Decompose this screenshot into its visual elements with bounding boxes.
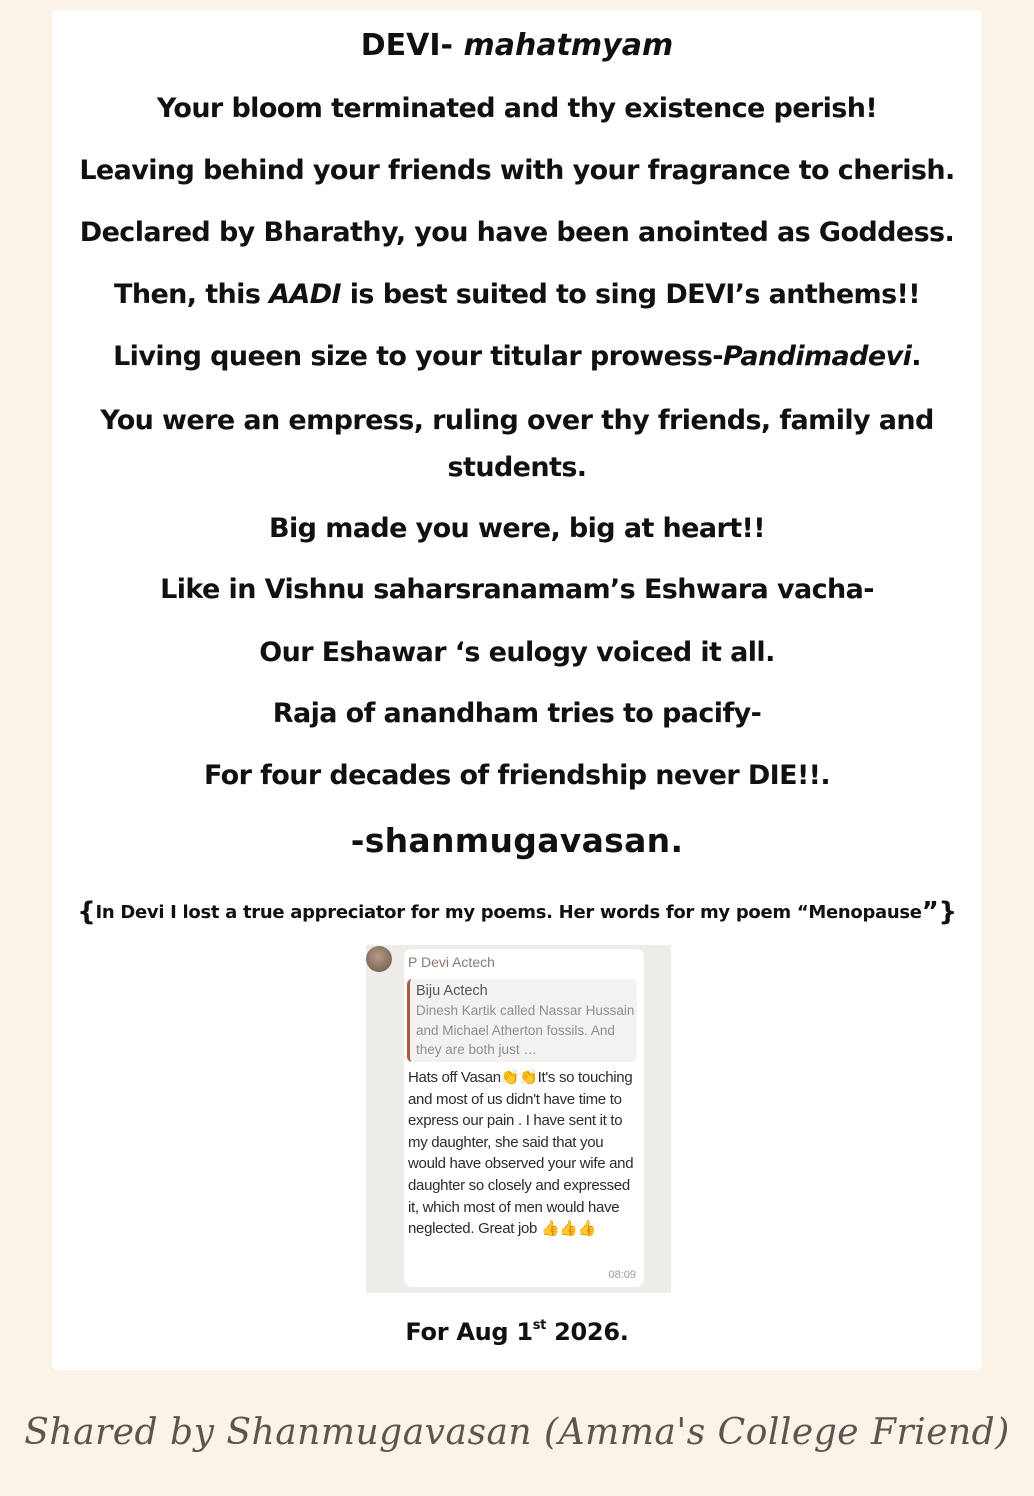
quoted-author: Biju Actech bbox=[416, 983, 488, 999]
clapping-hands-icon: 👏👏 bbox=[500, 1069, 538, 1086]
poem-signature: -shanmugavasan. bbox=[350, 821, 684, 860]
quoted-text: Dinesh Kartik called Nassar Hussain and Michael Atherton fossils. And they are both just … bbox=[416, 1003, 635, 1057]
poem-title bbox=[52, 28, 982, 63]
note-close: ”} bbox=[921, 897, 957, 927]
poem-note bbox=[52, 895, 982, 925]
chat-screenshot bbox=[366, 945, 671, 1293]
poem-line-8: Like in Vishnu saharsranamam’s Eshwara vacha- bbox=[160, 574, 874, 605]
title-prefix: DEVI- bbox=[360, 28, 464, 63]
note-text: In Devi I lost a true appreciator for my poems. Her words for my poem “Menopause bbox=[95, 902, 922, 923]
poem-line-1: Your bloom terminated and thy existence perish! bbox=[156, 93, 878, 124]
line4-start: Then, this bbox=[114, 279, 270, 310]
line5-end: . bbox=[911, 341, 921, 372]
title-italic: mahatmyam bbox=[463, 28, 674, 63]
shared-by-caption: Shared by Shanmugavasan (Amma's College Friend) bbox=[24, 1412, 1010, 1453]
date-year: 2026. bbox=[546, 1318, 629, 1346]
note-open-brace: { bbox=[77, 897, 96, 927]
poem-line-6: You were an empress, ruling over thy friends, family and students. bbox=[100, 405, 934, 483]
line5-italic: Pandimadevi bbox=[722, 341, 912, 372]
thumbs-up-icon: 👍👍👍 bbox=[540, 1220, 597, 1238]
line4-end: is best suited to sing DEVI’s anthems!! bbox=[340, 279, 920, 310]
date-line bbox=[52, 1318, 982, 1346]
poem-line-11: For four decades of friendship never DIE!!. bbox=[203, 760, 831, 791]
poem-line-7: Big made you were, big at heart!! bbox=[269, 513, 765, 544]
poem-card bbox=[52, 10, 982, 1370]
line5-start: Living queen size to your titular prowess- bbox=[113, 341, 723, 372]
date-text: For Aug 1 bbox=[405, 1318, 533, 1346]
poem-line-9: Our Eshawar ‘s eulogy voiced it all. bbox=[259, 637, 775, 668]
poem-line-2: Leaving behind your friends with your fragrance to cherish. bbox=[79, 155, 955, 186]
poem-line-5 bbox=[52, 341, 982, 372]
date-suffix: st bbox=[532, 1318, 547, 1333]
sender-avatar bbox=[366, 946, 392, 972]
quoted-message bbox=[407, 979, 637, 1062]
message-body: It's so touching and most of us didn't have time to express our pain . I have sent it to my daughter, she said that you would have observed your wife and daughter so closely and expressed it, which most of men would have neglected. Great job bbox=[408, 1069, 634, 1238]
poem-line-10: Raja of anandham tries to pacify- bbox=[272, 698, 762, 729]
message-text bbox=[408, 1067, 640, 1240]
sender-name: P Devi Actech bbox=[408, 954, 495, 970]
poem-line-4 bbox=[52, 279, 982, 310]
line4-italic: AADI bbox=[269, 279, 341, 310]
message-time: 08:09 bbox=[608, 1269, 636, 1281]
poem-line-3: Declared by Bharathy, you have been anointed as Goddess. bbox=[79, 217, 955, 248]
message-start: Hats off Vasan bbox=[408, 1069, 501, 1086]
chat-bubble bbox=[404, 949, 644, 1287]
